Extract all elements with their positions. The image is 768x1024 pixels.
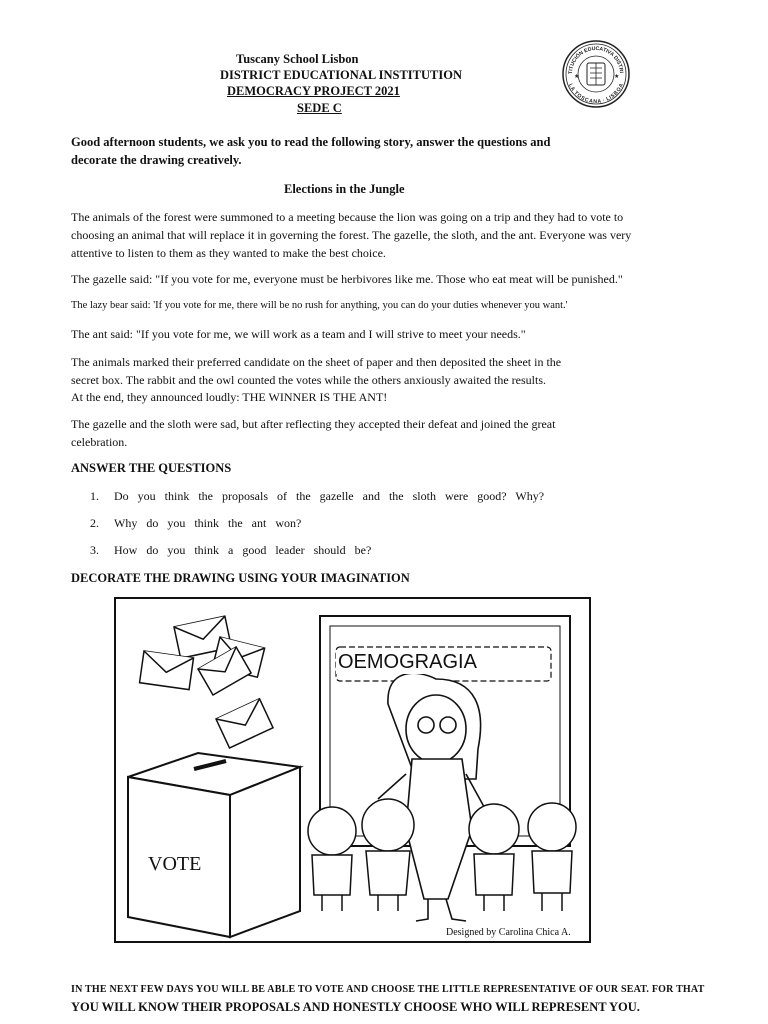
story-paragraph-5c: At the end, they announced loudly: THE WINNER IS THE ANT! [71, 390, 388, 404]
question-text: Why do you think the ant won? [114, 516, 302, 530]
envelopes-icon [140, 616, 273, 748]
question-1 [90, 489, 544, 504]
question-number: 1. [90, 489, 99, 503]
story-paragraph-2: The gazelle said: "If you vote for me, everyone must be herbivores like me. Those who eat meat will be punished." [71, 272, 623, 286]
intro-text: Good afternoon students, we ask you to read the following story, answer the questions and decorate the drawing creatively. [71, 135, 551, 167]
institution-name: DISTRICT EDUCATIONAL INSTITUTION [220, 68, 462, 82]
coloring-drawing [114, 597, 591, 943]
story-paragraph-5b: secret box. The rabbit and the owl counted the votes while the others anxiously awaited the results. [71, 373, 546, 387]
story-paragraph-3: The lazy bear said: 'If you vote for me, there will be no rush for anything, you can do your duties whenever you want.' [71, 300, 568, 311]
story-paragraph-5a: The animals marked their preferred candidate on the sheet of paper and then deposited the sheet in the [71, 355, 562, 369]
drawing-heading: DECORATE THE DRAWING USING YOUR IMAGINATION [71, 571, 410, 585]
story-paragraph-6: The gazelle and the sloth were sad, but after reflecting they accepted their defeat and joined the great celebration. [71, 417, 556, 449]
story-paragraph-1: The animals of the forest were summoned to a meeting because the lion was going on a trip and they had to vote to choosing an animal that will replace it in governing the forest. The gazelle, the sloth, and the ant. Everyone was very attentive to listen to them as they wanted to make the best choice. [71, 210, 632, 260]
story-paragraph-4: The ant said: "If you vote for me, we will work as a team and I will strive to meet your needs." [71, 327, 526, 341]
question-number: 2. [90, 516, 99, 530]
footer-line-1: IN THE NEXT FEW DAYS YOU WILL BE ABLE TO VOTE AND CHOOSE THE LITTLE REPRESENTATIVE OF OUR SEAT. FOR THAT [71, 984, 705, 995]
question-3 [90, 543, 371, 558]
project-title: DEMOCRACY PROJECT 2021 [227, 84, 400, 98]
questions-heading: ANSWER THE QUESTIONS [71, 461, 232, 475]
ballot-box-icon [128, 753, 300, 937]
board-text: OEMOGRAGIA [338, 651, 477, 673]
svg-text:★: ★ [614, 74, 620, 80]
seal-top-text: TITUCIÓN EDUCATIVA DISTRI [567, 45, 624, 75]
school-name: Tuscany School Lisbon [236, 52, 359, 66]
ballot-box-text: VOTE [148, 853, 202, 875]
sede-label: SEDE C [297, 101, 342, 115]
illustration-credit: Designed by Carolina Chica A. [446, 927, 571, 938]
question-text: Do you think the proposals of the gazelle and the sloth were good? Why? [114, 489, 545, 503]
seal-bottom-text: LA TOSCANA · LISBOA [567, 82, 625, 106]
svg-text:★: ★ [574, 74, 580, 80]
svg-text:LA TOSCANA · LISBOA [567, 83, 625, 105]
question-text: How do you think a good leader should be? [114, 543, 372, 557]
story-title: Elections in the Jungle [284, 182, 405, 196]
school-seal-icon [560, 38, 632, 110]
question-2 [90, 516, 301, 531]
question-number: 3. [90, 543, 99, 557]
footer-line-2: YOU WILL KNOW THEIR PROPOSALS AND HONESTLY CHOOSE WHO WILL REPRESENT YOU. [71, 1000, 640, 1014]
